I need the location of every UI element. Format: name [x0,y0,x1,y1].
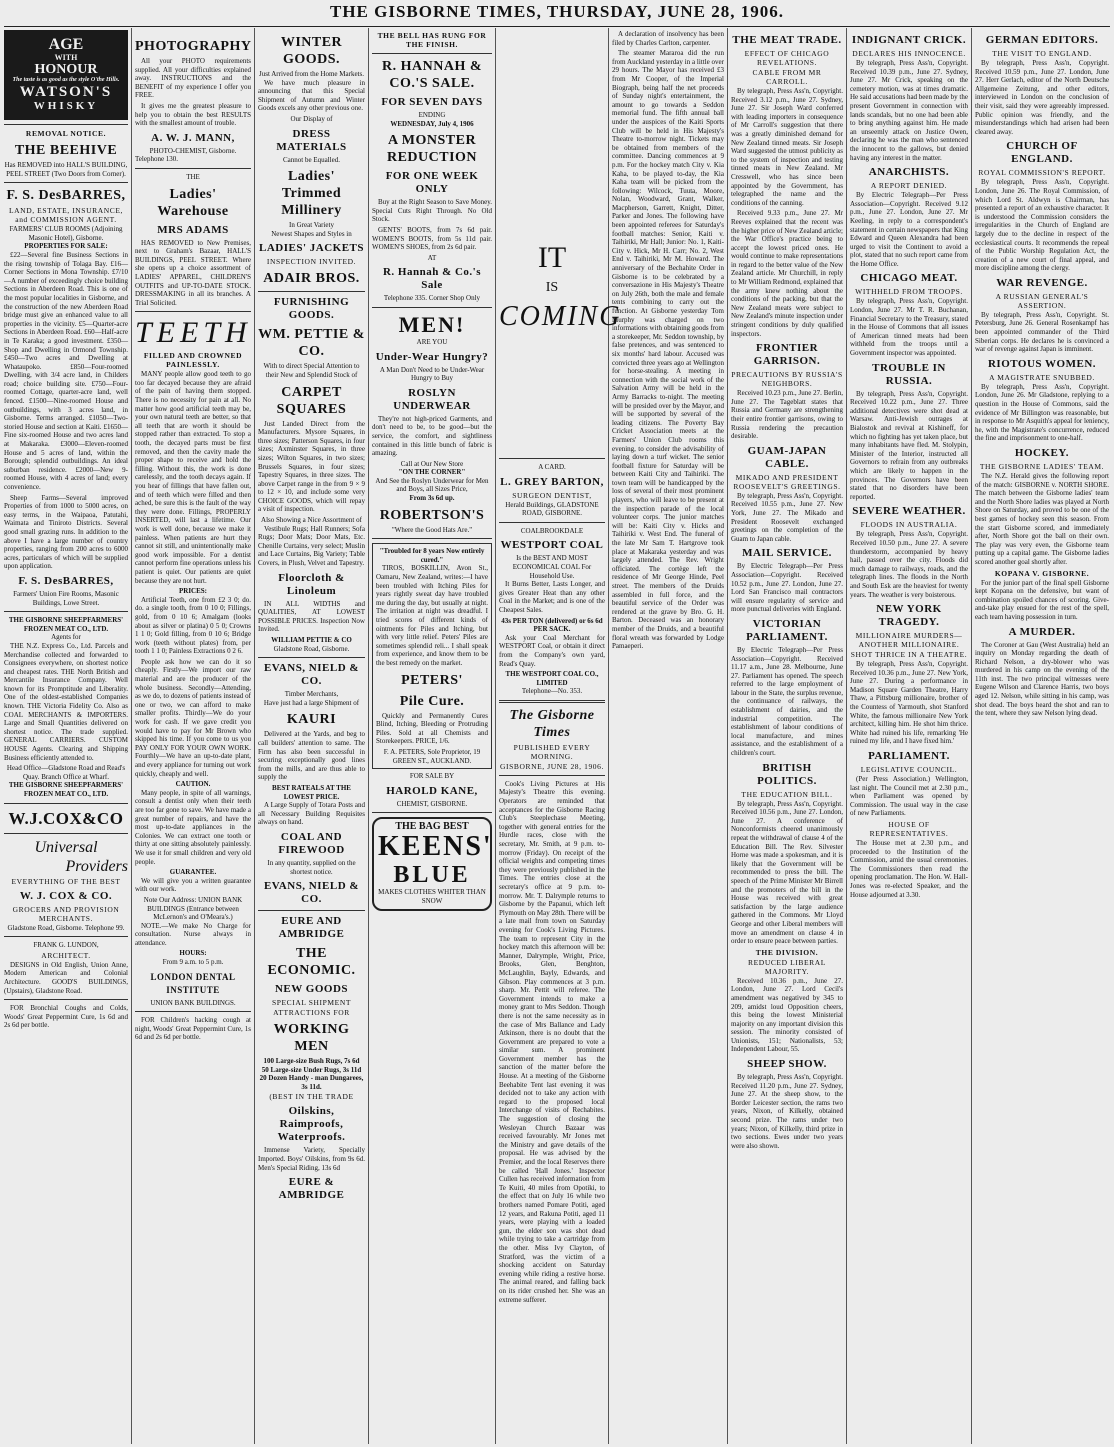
card-heading: A CARD. [538,463,566,471]
column-6 [612,30,724,1444]
chicago-heading: CHICAGO MEAT. [860,272,958,285]
sheepfarmers-signature: THE GISBORNE SHEEPFARMERS' FROZEN MEAT CO., LTD. [8,781,124,798]
gisborne-times-title: The Gisborne Times [509,707,595,740]
column-3 [258,30,365,1444]
local-news-text: The steamer Mararoa did the run from Auckland yesterday in a little over 29 hours. The Mayor has received £3 from Mr Cooper, of the Imperial Biograph, being half the net proceeds of Sunday night's entertainment, the amount to go towards a Seddon memorial fund. The fifth annual ball under the auspices of the Kaiti Sports Club will be held in His Majesty's Theatre to-morrow night. Tickets may be obtained from members of the committee. Dancing commences at 9 p.m. For the hockey match City v. Kia Kaha, to be played to-day, the Kia Kaha team will be picked from the following: Wilcock, Tuuta, Moore, Nolan, Woodward, Grant, Walker, Macpherson, Garrett, Knight, Ditter, Parker and Jones. The following have been appointed referees for Saturday's football matches: Senior, Kaiti v. Taihiriki, Mr Hall; Junior: No. 1, Kaiti-City v. Hick, Mr H. Carr; No. 2, West End v. Taihiriki, Mr M. Howard. The anniversary of the Bechahite Order in Gisborne is to be celebrated by a conversazione in His Majesty's Theatre on July 26th, both the male and female tents combining to carry out the function. At Gisborne yesterday Tom Murphy was charged on two informations with obtaining goods from a storekeeper, Mr. Seddon township, by false pretences, and was sentenced to six months' hard labour. Accused was convicted three years ago at Wellington for horse-stealing. A meeting in connection with the social work of the Salvation Army will be held in the Army Barracks to-night. The meeting will be presided over by the Mayor, and will be supported by several of the leading citizens. The Poverty Bay Cricket Association meets at the Farmers' Union Club rooms this evening, to consider the advisability of laying down a turf wicket. The senior football fixture for Saturday will be between Kaiti City and Taihiriki. The town team will be handicapped by the loss of several of their most prominent players, who will leave to be present at the inspection parade of the local volunteer corps. The junior matches will be: Kaiti City v. Hicks and Taihiriki v. West End. The funeral of the late Mr Sam T. Hartgrove took place at Makaraka yesterday and was largely attended. The Rev. Wright officiated. The cortège left the residence of Mr George Hinde, Peel street. The members of the Druids assembled in full force, and the beautiful service of the Order was rendered at the grave by Bro. G. H. Barton. Deceased was an honorary member of the Druids, and a beautiful floral wreath was forwarded by Lodge Pamaeperi. [612,49,724,651]
prices-list: Artificial Teeth, one from £2 3 0; do. do. a single tooth, from 0 10 0; Fillings, gold, from 0 10 6; Amalgam (looks about as silver or platina) 0 5 0; Crowns 1 1 0; Gold filling, from 0 10 6; Bridge work (teeth without plates) from, per tooth 1 1 0; Painless Extractions 0 2 6. [135,595,251,656]
ny-tragedy-heading: NEW YORK TRAGEDY. [876,603,942,629]
column-rule [368,28,369,1444]
hannah-signature: R. Hannah & Co.'s Sale [382,266,482,292]
eure-ambridge-heading: EURE AND AMBRIDGE [278,915,345,941]
westport-order: Ask your Coal Merchant for WESTPORT Coal, or obtain it direct from the Company's own yard, Read's Quay. [499,633,605,668]
carpet-squares-heading: CARPET SQUARES [276,384,347,417]
meat-trade-text-2: Received 9.33 p.m., June 27. Mr Reeves explained that the recent was the higher price of New Zealand article; the War Office's practice being to accept the lowest priced ones. He would continue to make representations in regard to the better value of the New Zealand article. Mr Churchill, in reply to Mr William Redmond, explained that the army knew nothing about the conditions of the packing, but that the New Zealand meats were subject to New Zealand's minute inspection under stringent conditions by duly qualified inspectors. [731,209,843,338]
special-shipment: SPECIAL SHIPMENT [271,998,352,1008]
wednesday-date: WEDNESDAY, July 4, 1906 [390,119,474,128]
hannah-address: Telephone 335. Corner Shop Only [383,294,481,303]
evans-nield-signature: EVANS, NIELD & CO. [263,880,360,906]
russia-text: By telegraph, Press Ass'n, Copyright. Received 10.22 p.m., June 27. Three additional detectives were shot dead at Warsaw. Anti-Jewish outrages at Bialostok and revival at Kishineff, for which no fighting has yet taken place, but many inhabitants have fled. M. Stolypin, Minister of the Interior, instructed all Governors to refrain from any outbreaks which are likely to happen in the provinces. The Governors have been stated that no disorders have been reported. [850,389,968,501]
murder-heading: A MURDER. [1008,625,1076,638]
kane-name: HAROLD KANE, [386,784,478,797]
ending: ENDING [418,111,446,119]
caution-text: Many people, in spite of all warnings, consult a dentist only when their teeth are too far gone to save. We have made a great number of repairs, and have the most up-to-date appliances in the Colonies. We can extract one tooth or thirty at one sitting absolutely painlessly. We use it for small children and very old people. [135,788,251,866]
riotous-women-heading: RIOTOUS WOMEN. [987,357,1097,370]
dental-note: NOTE.—We make No Charge for consultation. Nurse always in attendance. [135,921,251,947]
westport-text: It Burns Better, Lasts Longer, and gives Greater Heat than any other Coal in the Market; and is one of the Cheapest Sales. [499,580,605,614]
pettie-text: With to direct Special Attention to their New and Splendid Stock of [263,362,360,379]
teeth-subheading: FILLED AND CROWNED PAINLESSLY. [143,351,243,370]
photography-text: All your PHOTO requirements supplied. All your difficulties explained away. INSTRUCTIONS and the BENEFIT of my experience I offer you FREE. [135,57,251,100]
war-revenge-heading: WAR REVENGE. [996,276,1088,289]
boots-text: GENTS' BOOTS, from 7s 6d pair. WOMEN'S BOOTS, from 5s 11d pair. WOMEN'S SHOES, from 2s 6d pair. [372,225,492,252]
removal-notice-heading: REMOVAL NOTICE. [25,129,107,138]
hockey-sub: THE GISBORNE LADIES' TEAM. [979,462,1105,471]
divider [499,458,605,459]
ny-tragedy-text: By telegraph, Press Ass'n, Copyright. Received 10.36 p.m., June 27. New York, June 27. During a performance in Madison Square Garden Theatre, Harry Thaw, a Pittsburg millionaire, brother of the Countess of Yarmouth, shot Stanford White, the famous millionaire New York architect, killing him. He shot him thrice. White had ruined his life, remarking 'He ruined my life, and I have fixed him.' [850,660,968,746]
barton-sub: SURGEON DENTIST, [512,490,592,500]
masthead: THE GISBORNE TIMES, THURSDAY, JUNE 28, 1906. [329,2,784,21]
meat-trade-sub-2: CABLE FROM MR CARROLL. [752,68,822,86]
ad-tagline: The taste is as good as the style O'the Hills. [12,77,120,83]
evans-text: Have just had a large Shipment of [263,698,360,707]
dress-materials-sub: Cannot be Equalled. [283,155,340,164]
divider [499,775,605,776]
church-heading: CHURCH OF ENGLAND. [1006,140,1078,166]
parliament-heading: PARLIAMENT. [868,750,950,763]
column-rule [971,28,972,1444]
council-text: (Per Press Association.) Wellington, last night. The Council met at 2.30 p.m., when Parliament was opened by Commission. The usual way in the case of new Parliaments. [850,775,968,818]
ladies-warehouse-text: HAS REMOVED to New Premises, next to Graham's Bazaar, HALL'S BUILDINGS, PEEL STREET. Where she opens up a choice assortment of LADIES' APPAREL, CHILDREN'S OUTFITS and UP-TO-DATE STOCK. DRESSMAKING in all its branches. A Trial Solicited. [135,238,251,307]
column-rule [727,28,728,1444]
divider [499,522,605,523]
division-text: Received 10.36 p.m., June 27. London, June 27. Lord Cecil's amendment was negatived by 345 to 209, amidst loud Opposition cheers, this being the lowest Ministerial majority on any important division this session. The minority consisted of Unionists, 151; Nationalists, 53; Independent Labour, 55. [731,976,843,1054]
ladies-warehouse-heading: Ladies' Warehouse [157,186,229,219]
mrs-adams-name: MRS ADAMS [157,223,229,236]
winter-goods-heading: WINTER GOODS. [280,35,343,67]
price: From 3s 6d up. [409,494,455,503]
sheepfarmers-heading: THE GISBORNE SHEEPFARMERS' FROZEN MEAT CO., LTD. [8,616,124,633]
german-editors-text: By telegraph, Press Ass'n, Copyright. Received 10.59 p.m., June 27. London, June 27. Herr Gerlach, editor of the North Deutsche Allgemeine Zeitung, and other editors, interviewed in London on the conclusion of their visit, said they were agreeably impressed. Public opinion was friendly, and the misunderstandings which had arisen had been cleared away. [975,59,1109,136]
column-rule [254,28,255,1444]
nice-list: Vestibule Rugs; Hall Runners; Sofa Rugs; Door Mats; Door Mats, Etc. Chenille Curtains, very select; Muslin and Lace Curtains, Big Variety; Table Covers, in Plush, Velvet and Tapestry. [258,524,365,568]
kane-sub: CHEMIST, GISBORNE. [396,799,468,808]
ad-honour: HONOUR [34,62,98,77]
oilskins-text: Immense Variety, Specially Imported. Boys' Oilskins, from 9s 6d. Men's Special Riding, 13s 6d [258,1146,365,1172]
jackets-heading: LADIES' JACKETS [258,242,364,255]
providers-heading: Providers [65,857,128,875]
cough-ad: FOR Bronchial Coughs and Colds, Woods' Great Peppermint Cure, 1s 6d and 2s 6d per bottle. [4,1004,128,1030]
dress-materials-heading: DRESS MATERIALS [276,127,347,153]
furnishing-heading: FURNISHING GOODS. [273,296,350,322]
lundon-name: FRANK G. LUNDON, [33,941,99,950]
ad-age: AGE [48,36,84,53]
men-heading: MEN! [398,311,466,337]
photography-text-2: It gives me the greatest pleasure to help you to obtain the best RESULTS with the smallest amount of trouble. [135,101,251,128]
attractions: ATTRACTIONS FOR [273,1008,350,1018]
watsons-whisky-ad [4,30,128,120]
winter-goods-text: We have much pleasure in announcing that this Special Shipment of Autumn and Winter Goods excels any other previous one. [258,78,365,113]
inspection-invited: INSPECTION INVITED. [266,257,357,267]
frontier-text: Received 10.23 p.m., June 27. Berlin, June 27. The Tageblatt states that Russia and Germany are strengthening their entire frontier garrisons, owing to Russia rendering the precaution desirable. [731,389,843,441]
house-sub: HOUSE OF REPRESENTATIVES. [869,820,949,838]
winter-goods-sub: Just Arrived from the Home Markets. [259,70,364,78]
cox-address: Gladstone Road, Gisborne. Telephone 99. [7,923,125,932]
british-text: By telegraph, Press Ass'n, Copyright. Received 10.56 p.m., June 27. London, June 27. A conference of Nonconformists cheered unanimously repeat the withdrawal of clause 4 of the Education Bill. The Rev. Silvester Horne was made a spokesman, and it is likely that the Government will be recommended to press the bill. The speech of the Prime Minister Mr Birrell and the promoters of the bill in the House was received with great satisfaction by the large audience gathered in the Commons. Mr Lloyd George and other Liberal members will move an amendment on clause 4 in order to ensure peace between parties. [731,799,843,946]
anarchists-text: By Electric Telegraph—Per Press Association—Copyright. Received 9.12 p.m., June 27. London, June 27. Mr Keeling, in reply to a correspondent's statement in certain newspapers that King Edward and Queen Alexandra had been urged to visit the Continent to avoid a plot, stated that no such report came from the Home Office. [850,191,968,268]
is-word: IS [545,280,559,295]
best-trade: (BEST IN THE TRADE [269,1092,354,1102]
weather-sub: FLOODS IN AUSTRALIA. [860,520,958,530]
timber-merchants: Timber Merchants, [284,690,339,699]
pettie-heading: WM. PETTIE & CO. [258,327,365,360]
crick-sub: DECLARES HIS INNOCENCE. [852,49,966,58]
divider [4,999,128,1000]
trouble-text: TIROS, BOSKILLIN, Avon St., Oamaru, New Zealand, writes:—I have been troubled with Itching Piles for years rightly sweat day have troubled me during the day, but usually at night. The irritation at night was dreadful. I tried scores of different kinds of ointments for Piles and Itching, but with very little relief. Peters' Piles are sometimes splendid reli... I shall speak from experience, and know them to be the best remedy on the market. [376,564,488,667]
british-heading: BRITISH POLITICS. [757,761,817,787]
frontier-sub: PRECAUTIONS BY RUSSIA'S NEIGHBORS. [731,370,843,389]
beehive-text: Has REMOVED into HALL'S BUILDING, PEEL STREET (Two Doors from Corner). [4,161,128,178]
divider [372,307,492,308]
crick-text: By telegraph, Press Ass'n, Copyright. Received 10.39 p.m., June 27. Sydney, June 27. Mr Crick, speaking on the cemetery motion, was at times dramatic. He said accusations had been made by the present Government in connection with lands scandals, but no one had been able to bring anything against him. He made an unseemly attack on Justice Owen, declaring he was the man who sentenced the innocent to the gallows, but denied having any interest in the matter. [850,59,968,162]
ad-with: WITH [54,53,78,62]
sheep-show-heading: SHEEP SHOW. [747,1058,827,1071]
crick-heading: INDIGNANT CRICK. [851,34,967,46]
desbarres-trade: LAND, ESTATE, INSURANCE, and COMMISSION AGENT. [8,206,123,225]
chicago-sub: WITHHELD FROM TROOPS. [855,287,963,297]
british-sub: THE EDUCATION BILL. [741,789,833,799]
nice-assortment: Also Showing a Nice Assortment of [261,516,362,525]
peters-pile-ad [372,543,492,769]
kauri-text: Delivered at the Yards, and beg to call builders' attention to same. The Firm has also been successful in securing exceptionally good lines from the mills, and are thus able to supply the [258,730,365,782]
frontier-heading: FRONTIER GARRISON. [753,342,821,368]
russia-heading: TROUBLE IN RUSSIA. [872,361,946,387]
caution-heading: CAUTION. [175,780,211,789]
kopana-text: For the junior part of the final spell Gisborne kept Kopana on the defensive, but want of combination spoiled chances of scoring. Give-and-take play ensued for the rest of the spell, each team having possession in turn. [975,578,1109,621]
beehive-heading: THE BEEHIVE [14,143,118,158]
riotous-women-sub: A MAGISTRATE SNUBBED. [989,372,1095,382]
cox-name: W. J. COX & CO. [19,889,113,902]
hours-text: From 9 a.m. to 5 p.m. [162,958,224,967]
barton-name: L. GREY BARTON, [500,475,604,488]
for-sale: FOR SALE BY [409,772,455,781]
new-goods: NEW GOODS [274,983,349,996]
cough-ad: FOR Children's hacking cough at night, Woods' Great Peppermint Cure, 1s 6d and 2s 6d per bottle. [135,1016,251,1042]
eure-ambridge-signature: EURE & AMBRIDGE [278,1176,345,1202]
column-2 [135,30,251,1444]
peters-heading: PETERS' [401,672,463,688]
column-5 [499,30,622,1444]
weather-text: By telegraph, Press Ass'n, Copyright. Received 10.50 p.m., June 27. A severe thunderstorm, accompanied by heavy hail, passed over the city. Floods did much damage to railways, roads, and the telegraph lines. The floods in the North and South Esk are the heaviest for twenty years. The weather is very boisterous. [850,530,968,599]
rugs-2: 50 Large-size Under Rugs, 3s 11d [261,1065,362,1074]
divider [258,657,365,658]
divider [372,53,492,54]
lundon-text: DESIGNS in Old English, Union Anne, Modern American and Colonial Architecture. GOOD'S BUILDINGS, (Upstairs), Gladstone Road. [4,960,128,995]
carpet-text: Just Landed Direct from the Manufacturers. Mysore Squares, in three sizes; Patterson Squares, in four sizes; Axminster Squares, in three sizes; Wilton Squares, in two sizes; Brussels Squares, in four sizes; Tapestry Squares, in three sizes. The above Carpet range in the from 9 × 9 to 12 × 10, and include some very CHOICE GOODS, which will repay a visit of inspection. [258,419,365,514]
murder-text: The Coroner at Gau (West Australia) held an inquiry on Monday regarding the death of Richard Nelson, a dry-blower who was murdered in his camp on the evening of the 11th inst. The two principal witnesses were Eugene Wilson and Clarence Harris, two boys aged 12. Nelson, while sitting in his camp, was shot dead. The boys heard the shot and ran to the tent, where they saw Nelson lying dead. [975,640,1109,718]
mail-text: By Electric Telegraph—Per Press Association—Copyright. Received 10.52 p.m., June 27. London, June 27. Lord San Francisco mail contractors will ensure regularity of service and more punctual deliveries with England. [731,562,843,614]
divider [4,124,128,125]
oilskins-heading: Oilskins, Raimproofs, Waterproofs. [277,1105,346,1144]
divider [372,812,492,813]
rugs-1: 100 Large-size Bush Rugs, 7s 6d [263,1057,360,1066]
german-editors-sub: THE VISIT TO ENGLAND. [992,49,1092,58]
millinery-heading: Ladies' Trimmed Millinery [281,169,342,219]
hockey-heading: HOCKEY. [1014,447,1070,459]
meat-trade-text: By telegraph, Press Ass'n, Copyright. Received 3.12 p.m., June 27. Sydney, June 27. Sir Joseph Ward conferred with leading importers in consequence of Mr Carroll's suggestion that there was a greatly diminished demand for New Zealand tinned meats. Sir Joseph Ward suggested the utmost publicity as to the system of inspection and testing tinned meats in New Zealand. Mr Cresswell, who has since been appointed by the Government, has telegraphed the name and the conditions of the canning. [731,87,843,207]
desbarres-rooms: FARMERS' CLUB ROOMS (Adjoining Masonic Hotel), Gisborne. [9,225,123,242]
keens-tagline: MAKES CLOTHES WHITER THAN SNOW [378,887,486,905]
lundon-trade: ARCHITECT. [41,950,91,960]
pile-cure-heading: Pile Cure. [399,693,465,709]
divider [499,700,605,703]
photography-heading: PHOTOGRAPHY [135,39,252,54]
coal-firewood-heading: COAL AND FIREWOOD [278,830,345,856]
everything-best: EVERYTHING OF THE BEST [11,876,121,886]
division-heading: THE DIVISION. [755,947,819,957]
are-you: ARE YOU [416,337,448,346]
cox-logo: W.J.COX&CO [8,808,124,828]
war-revenge-sub: A RUSSIAN GENERAL'S ASSERTION. [995,291,1089,310]
victorian-text: By Electric Telegraph—Per Press Association—Copyright. Received 11.17 a.m., June 28. Melbourne, June 27. Parliament has opened. The speech referred to the large employment of labour in the State, the surplus revenue, the continuance of railways, the establishment of dairies, and the industrial competition. The establishment of labour conditions of local manufacture, and mines assistance, and the establishment of a children's court. [731,645,843,758]
display-text: Our Display of [290,114,333,123]
column-rule [846,28,847,1444]
large-supply: A Large Supply of Totara Posts and all Necessary Building Requisites always on hand. [258,801,365,827]
council-sub: LEGISLATIVE COUNCIL. [860,765,958,775]
bell-heading: THE BELL HAS RUNG FOR THE FINISH. [377,31,487,49]
teeth-text: MANY people allow good teeth to go too far decayed because they are afraid of the pain of having them stopped. There is no necessity for pain at all. No matter how good artificial teeth may be, your own natural teeth are better, so that all teeth that are worth it should be stopped rather than extracted. To stop a tooth, the decayed parts must be first removed, and then the cavity made the proper shape to receive and hold the filling. Without this, the work is done carelessly, and the tooth decays again. If you hear of fillings that have fallen out, and of teeth which were filled and then ached, be sure this is the fault of the way they were done. Fillings, PROPERLY INSERTED, will last a lifetime. Our work is well done, because we make it painless. When patients are hurt they cannot sit still, and unintentionally make good work impossible. For a dentist cannot perform fine operations unless his patient is quiet. Our patients are quiet because they are not hurt. [135,370,251,585]
german-editors-heading: GERMAN EDITORS. [985,34,1099,46]
pile-text: Quickly and Permanently Cures Blind, Itching, Bleeding or Protruding Piles. Sold at all Chemists and Storekeepers. PRICE, 1/6. [376,711,488,746]
column-7 [731,30,843,1444]
division-sub: REDUCED LIBERAL MAJORITY. [748,957,826,976]
meat-trade-heading: THE MEAT TRADE. [732,34,842,46]
keens-blue-ad [372,817,492,911]
victorian-heading: VICTORIAN PARLIAMENT. [746,617,828,643]
barton-address: Herald Buildings, GLADSTONE ROAD, GISBORNE. [505,500,599,518]
pettie-address: Gladstone Road, Gisborne. [273,644,350,653]
evans-nield-heading: EVANS, NIELD & CO. [263,662,360,688]
divider [135,311,251,312]
editorial-text: Cook's Living Pictures at His Majesty's Theatre this evening. Operators are reminded that acceptances for the Gisborne Racing Club's Steeplechase Meeting, together with general entries for the Hurdle races, close with the secretary, Mr. Smith, at 9 p.m. to-morrow (Friday). On receipt of the official weights and competing times they were previously published in the Times. The entries close at the secretary's office at 9 p.m. to-morrow. Mr. T. Dalrymple returns to Gisborne by the Papanui, which left Plymouth on May 28th. There will be a late mail from town on Saturday evening for Cook's Living Pictures. The team to represent City in the hockey match this afternoon will be: Manner, Dalrymple, Wright, Price, Brooks, Glen, Benghton, McLaughlin, Bayly, Edwards, and Gibson. Play commences at 3 p.m. sharp. Mr. Pettit will referee. The Government intends to make a money grant to Mrs Seddon. Though there is not the same necessity as in the case of Mrs Ballance and Lady Atkinson, there is no doubt that the Government are prepared to vote a similar sum. A prominent Government member has the sanction of the matter before the House. At a meeting of the Gisborne Beehabite Tent last evening it was decided not to take any action with regard to the proposed local Interchange of visits of Rechabites. The suggestion of closing the Wesleyan Church Bazaar was received favourably. Mr Jones met the Ministry and gave details of the proposal. He was advised by the Premier, and the local Reserves there be called 'Hall Jones.' Inspector Cullen has received information from Te Kuiti, 40 miles from Opotiki, to the effect that on July 16 while two brothers named Pomare Potiti, aged 12 years, and Rakuna Potiti, aged 11 years, were playing with a loaded gun, the elder son was shot dead while trying to take a cartridge from the other. Miss Ivy Clayton, of Stratford, was the victim of a shocking accident on Saturday evening while riding a restive horse. The animal reared, and falling back on its rider crushed her. She was an extreme sufferer. [499,779,605,1304]
column-rule [608,28,609,1444]
robertson-sub: "Where the Good Hats Are." [391,525,473,534]
agents-text: THE N.Z. Express Co., Ltd. Parcels and Merchandise collected and forwarded to Consignees everywhere, on shortest notice and cheapest rates. THE North British and Mercantile Insurance Company. Well known for its Promptitude and Liberality. One of the oldest-established Companies known. THE Victoria Fidelity Co. Also as COAL MERCHANTS & IMPORTERS. Large and Small Quantities delivered on shortest notice. The trade supplied. GENERAL CARRIERS. CUSTOM HOUSE Agents. Clearing and Shipping Business efficiently attended to. [4,641,128,762]
mann-trade: PHOTO-CHEMIST, Gisborne. [149,146,237,155]
economic-heading: THE ECONOMIC. [267,946,356,979]
adair-bros: ADAIR BROS. [263,271,360,287]
agents-for: Agents for [51,633,81,642]
trouble-heading: "Troubled for 8 years Now entirely cured." [379,547,485,564]
westport-coal-heading: WESTPORT COAL [500,539,604,552]
prices-text: People ask how we can do it so cheaply. Firstly—We import our raw material and are the producer of the whole business. Secondly—Attending, as we do, to dozens of patients instead of one or two, we can afford to make smaller profits. Thirdly—We do your work for cash. If we gave credit you would have to pay for Mr Brown who skipped his time. If you come to us you PAY ONLY FOR YOUR OWN WORK. Fourthly—We have an up-to-date plant, and every appliance for turning out work quickly, cheaply and well. [135,657,251,778]
coming-word: COMING [499,301,622,332]
properties-list-2: Sheep Farms—Several improved Properties of from 1000 to 5000 acres, on easy terms, in the Waipaoa, Patutahi, Waimata and Tiniroto Districts. Several good small grazing runs. In addition to the above I have a large number of country properties, ranging from 200 acres to 6000 acres, particulars of which will be supplied upon application. [4,493,128,571]
blue-heading: BLUE [393,861,471,888]
ad-watsons: WATSON'S [19,84,113,100]
masthead-rule [4,26,1110,27]
mann-name: A. W. J. MANN, [151,131,235,144]
man-text: A Man Don't Need to be Under-Wear Hungry to Buy [379,365,485,383]
divider [4,936,128,937]
westport-signature: THE WESTPORT COAL CO., LIMITED [505,670,599,687]
column-9 [975,30,1109,1444]
anarchists-heading: ANARCHISTS. [868,166,950,179]
newest-shapes: Newest Shapes and Styles in [271,229,352,238]
cox-trade: GROCERS AND PROVISION MERCHANTS. [12,904,120,923]
coal-firewood-text: In any quantity, supplied on the shortest notice. [267,858,356,876]
spacer [499,334,605,454]
divider [258,910,365,911]
london-dental-address: UNION BANK BUILDINGS. [150,998,236,1007]
westport-sub: Is the BEST AND MOST ECONOMICAL COAL For Household Use. [512,554,592,580]
robertson-heading: ROBERTSON'S [379,507,485,523]
guam-heading: GUAM-JAPAN CABLE. [747,444,827,470]
head-office: Head Office—Gladstone Road and Read's Quay. Branch Office at Wharf. [6,764,126,781]
floorcloth-heading: Floorcloth & Linoleum [278,571,345,597]
pettie-signature: WILLIAM PETTIE & CO [271,636,352,644]
divider [4,833,128,834]
floorcloth-text: IN ALL WIDTHS and QUALITIES, AT LOWEST POSSIBLE PRICES. Inspection Now Invited. [258,599,365,634]
it-word: IT [537,241,567,274]
guam-sub: MIKADO AND PRESIDENT ROOSEVELT'S GREETINGS. [733,472,841,491]
working-men: WORKING MEN [273,1022,350,1055]
desbarres-name: F. S. DesBARRES, [6,188,126,204]
underwear-hungry: Under-Wear Hungry? [375,350,489,363]
mail-heading: MAIL SERVICE. [742,547,832,560]
kauri-heading: KAURI [286,712,337,728]
divider [135,168,251,169]
on-the-corner: "ON THE CORNER" [398,468,466,477]
universal-heading: Universal [34,838,98,856]
hockey-text: The N.Z. Herald gives the following report of the match: GISBORNE v. NORTH SHORE. The match between the Gisborne ladies' team and the North Shore ladies was played at North Shore on Saturday, and proved to be one of the best games of hockey seen this season. From the start Gisborne scored, and immediately after, North Shore got the ball on their own. The play was very even, the Gisborne team putting up a capital game. The Gisborne ladies scored another goal shortly after. [975,472,1109,566]
divider [135,1011,251,1012]
dungarees: 20 Dozen Handy - man Dungarees, 3s 11d. [259,1074,364,1091]
coalbrookdale: COALBROOKDALE [520,526,584,535]
keens-bag: THE BAG BEST [395,821,469,833]
mann-telephone: Telephone 130. [135,155,179,164]
column-rule [495,28,496,1444]
spacer [499,30,605,240]
best-rates: BEST RATEALS AT THE LOWEST PRICE. [272,783,351,801]
call-store: Call at Our New Store [400,459,464,468]
riotous-women-text: By telegraph, Press Ass'n, Copyright. London, June 26. Mr Gladstone, replying to a question in the House of Commons, said the evidence of Mr Billington was reasonable, but in response to Mr Asquith's appeal for leniency, he, with the Magistrate's concurrence, reduced the fine and imprisonment to one-half. [975,382,1109,443]
london-dental-heading: LONDON DENTAL INSTITUTE [150,971,236,995]
one-week-only: FOR ONE WEEK ONLY [385,170,479,196]
anarchists-sub: A REPORT DENIED. [870,181,948,191]
divider [4,182,128,183]
teeth-heading: TEETH [135,316,252,350]
church-sub: ROYAL COMMISSION'S REPORT. [978,168,1106,178]
seven-days: FOR SEVEN DAYS [381,96,483,108]
divider [4,803,128,804]
insolvency-text: A declaration of insolvency has been filed by Charles Carlton, carpenter. [612,30,724,47]
keens-heading: KEENS' [378,830,493,862]
millinery-sub: In Great Variety [289,221,334,230]
column-rule [131,28,132,1444]
house-text: The House met at 2.30 p.m., and proceeded to the Institution of the Commission, amid the usual ceremonies. The Commissioners then read the opening proclamation. The Hon. W. Hall-Jones was re-elected Speaker, and the House adjourned at 3.30. [850,839,968,899]
church-text: By telegraph, Press Ass'n, Copyright. London, June 26. The Royal Commission, of which Lord St. Aldwyn is Chairman, has presented a report of an exhaustive character. It is understood the Commission considers the irregularities in the Church of England are largely due to the decline in respect of the ecclesiastical courts. It recommends the repeal of the Public Worship Regulation Act, the creation of a new court of final appeal, and more discipline among the clergy. [975,178,1109,273]
guarantee-text: We will give you a written guarantee with our work. [135,876,251,894]
buy-text: Buy at the Right Season to Save Money. Special Cuts Right Through. No Old Stock. [372,198,492,224]
column-1 [4,30,128,1444]
divider [4,611,128,612]
hannah-sale-heading: R. HANNAH & CO.'S SALE. [382,59,482,91]
at: AT [427,253,437,262]
divider [258,291,365,292]
war-revenge-text: By telegraph, Press Ass'n, Copyright. St. Petersburg, June 26. General Rosenkampf has been appointed commander of the Third Siberian corps. He declares he is convinced a war of revenge against Japan is imminent. [975,310,1109,354]
monster-reduction: A MONSTER REDUCTION [386,133,478,166]
divider [372,538,492,539]
ny-tragedy-sub: MILLIONAIRE MURDERS—ANOTHER MILLIONAIRE. [855,631,963,650]
corner-text: And See the Roslyn Underwear for Men and Boys, all Sizes Price, [375,476,489,494]
guam-text: By telegraph, Press Ass'n, Copyright. Received 10.55 p.m., June 27. New York, June 27. The Mikado and President Roosevelt exchanged greetings on the completion of the Guam to Japan cable. [731,491,843,543]
column-4 [372,30,492,1444]
published-line: PUBLISHED EVERY MORNING. [513,742,591,761]
roslyn-text: They're not high-priced Garments, and don't need to be, to be good—but the service, the comfort, and sightliness contained in this little bunch of fabric is amazing. [372,414,492,458]
guarantee-heading: GUARANTEE. [169,868,217,877]
ny-tragedy-sub-2: SHOT THRICE IN A THEATRE. [850,650,968,660]
weather-heading: SEVERE WEATHER. [852,505,966,518]
sheep-show-text: By telegraph, Press Ass'n, Copyright. Received 11.20 p.m., June 27. Sydney, June 27. At the sheep show, to the Border Leicester section, the rams two years, Nixon, of Kilkelly, obtained second prize. The rams under two years; Nixon, of Kilkelly, third prize in two sections. Ewes under two years were also shown. [731,1073,843,1150]
desbarres-signature: F. S. DesBARRES, [18,574,114,587]
peters-address: F. A. PETERS, Sole Proprietor, 19 GREEN ST., AUCKLAND. [383,747,481,765]
ad-whisky: WHISKY [33,100,99,112]
westport-telephone: Telephone—No. 353. [521,687,583,696]
kopana-heading: KOPANA V. GISBORNE. [994,568,1090,578]
properties-list: £22—Several fine Business Sections in the rising township of Tolaga Bay. £16—Corner Sections in Mona Township. £7/10—A number of exceedingly choice building Sections in Aberdeen Road. This is one of the most popular localities in Gisborne, and the construction of the new Aberdeen Road bridge must give an enhanced value to all properties in the vicinity. £5—Quarter-acre Sections in Aberdeen Road. £60—Half-acre in Te Karaka; a good investment. £350—Shop and Dwelling in Ormond Township. £450—Two acres and Dwelling at Whataupoko. £850—Four-roomed Dwelling, with 3/4 acre land, in Childers road; choice building site. £750—Four-roomed Cottage, quarter-acre land, well fenced. £1500—Nine-roomed House and outbuildings, with 3 acres land, in Gisborne. Terms arranged. £1050—Two-storied House and section at Kaiti. £1650—Fine six-roomed House and two acres land at Makaraka. £3000—Eleven-roomed House and 5 acres of land, within the Borough; splendid outbuildings. An ideal suburban residence. £2000—New 9-roomed House, with 4 acres of land; every convenience. [4,250,128,491]
meat-trade-sub: EFFECT OF CHICAGO REVELATIONS. [744,49,830,67]
roslyn-heading: ROSLYN UNDERWEAR [393,386,471,412]
dental-address: Note Our Address: UNION BANK BUILDINGS (Entrance between McLernon's and O'Meara's.) [143,895,243,922]
desbarres-address: Farmers' Union Fire Rooms, Masonic Buildings, Lowe Street. [13,589,119,607]
westport-price: 43s PER TON (delivered) or 6s 6d PER SACK. [501,616,603,634]
prices-heading: PRICES: [178,587,207,596]
ladies-the: THE [186,172,200,181]
chicago-text: By telegraph, Press Ass'n, Copyright. London, June 27. Mr T. R. Buchanan, Financial Secretary to the Treasury, stated in the House of Commons that all issues of American tinned meats had been withheld from the troops until a Government inspector was appointed. [850,297,968,358]
column-8 [850,30,968,1444]
properties-heading: PROPERTIES FOR SALE: [24,242,108,251]
date-line: GISBORNE, JUNE 28, 1906. [500,761,604,771]
hours-heading: HOURS: [179,949,207,958]
